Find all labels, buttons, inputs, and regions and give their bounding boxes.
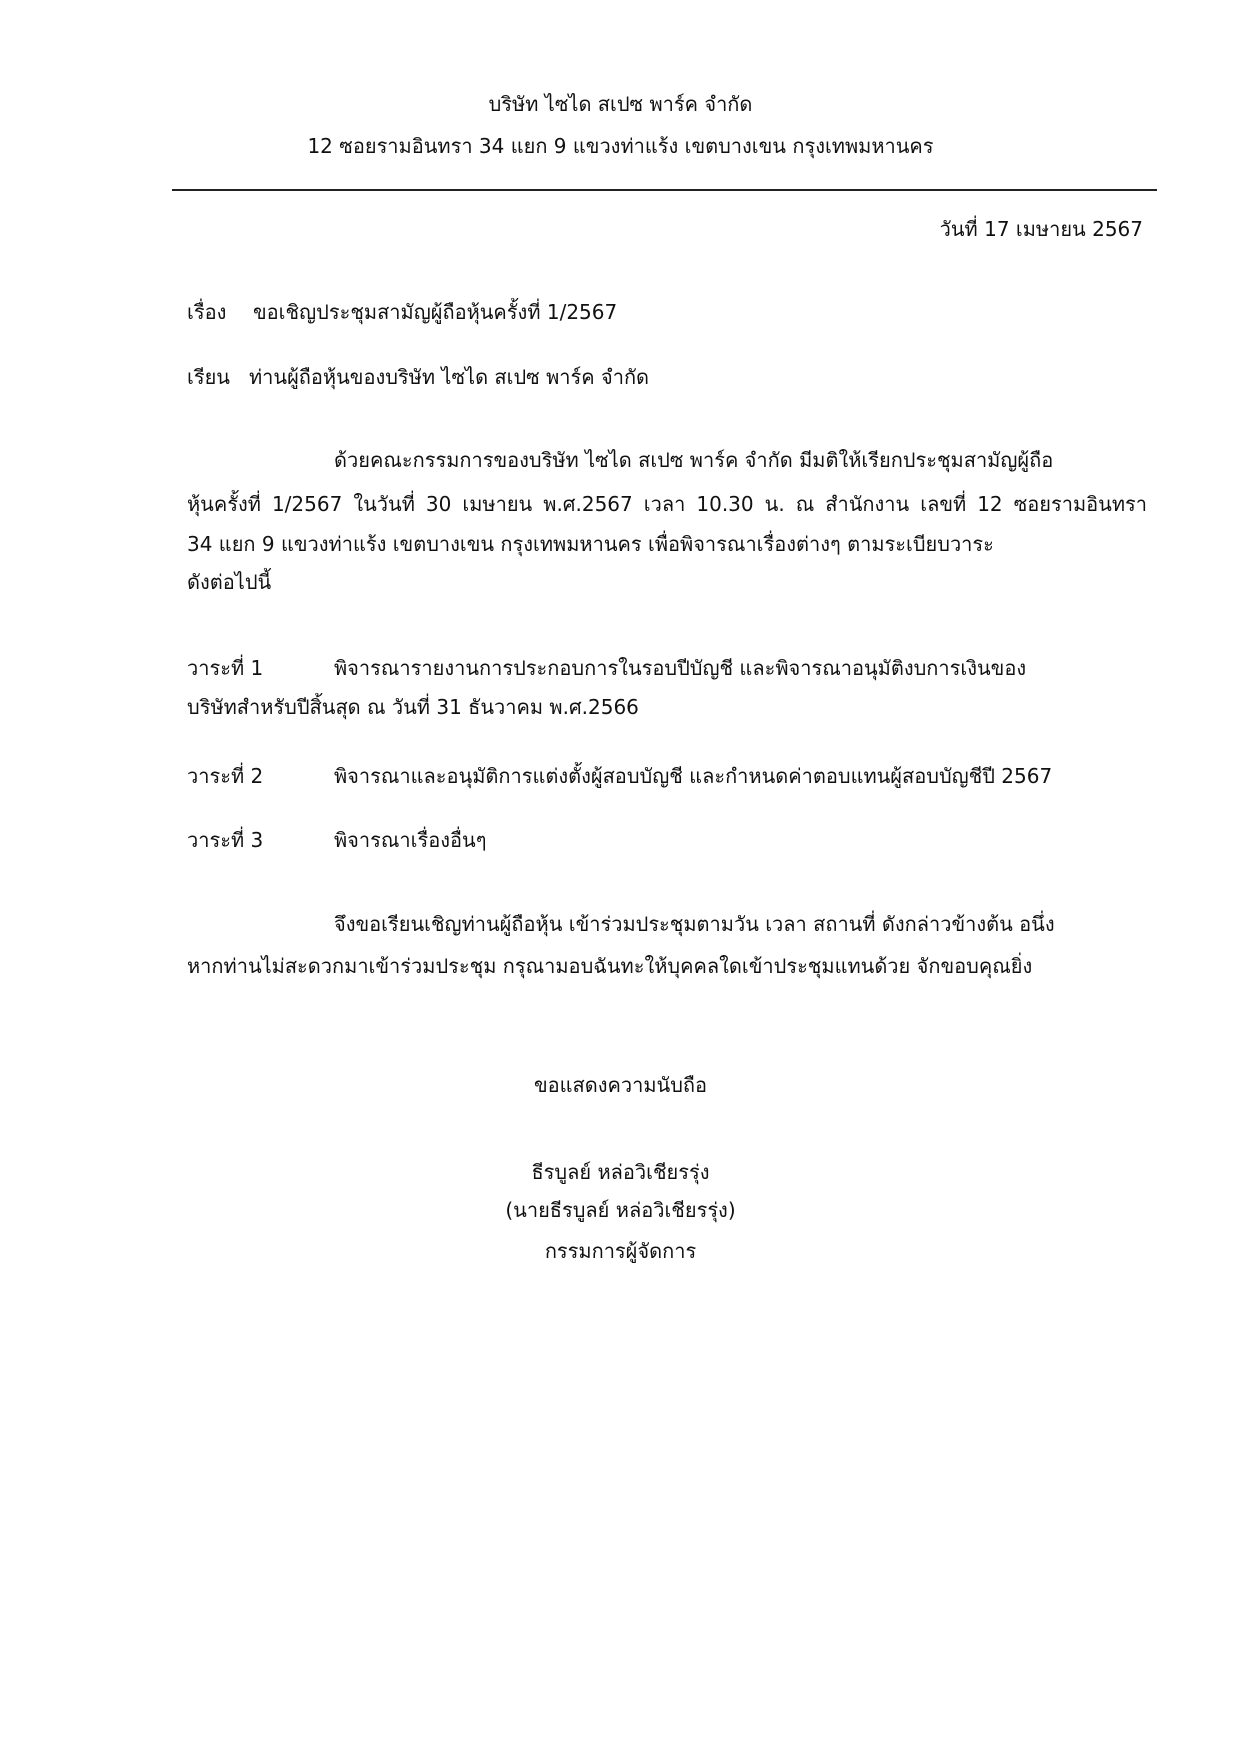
intro-line-3: 34 แยก 9 แขวงท่าแร้ง เขตบางเขน กรุงเทพมหานคร เพื่อพิจารณาเรื่องต่างๆ ตามระเบียบวาระ bbox=[187, 532, 994, 556]
intro-line-4: ดังต่อไปนี้ bbox=[187, 570, 272, 594]
salutation: ขอแสดงความนับถือ bbox=[533, 1073, 708, 1097]
subject-label: เรื่อง bbox=[187, 300, 227, 324]
agenda-3-line-1: พิจารณาเรื่องอื่นๆ bbox=[334, 828, 487, 852]
letter-date: วันที่ 17 เมษายน 2567 bbox=[939, 217, 1143, 241]
intro-line-2: หุ้นครั้งที่ 1/2567 ในวันที่ 30 เมษายน พ.ศ.2567 เวลา 10.30 น. ณ สำนักงาน เลขที่ 12 ซอยรามอินทรา bbox=[187, 492, 1147, 516]
agenda-1-line-1: พิจารณารายงานการประกอบการในรอบปีบัญชี และพิจารณาอนุมัติงบการเงินของ bbox=[334, 656, 1027, 680]
company-address: 12 ซอยรามอินทรา 34 แยก 9 แขวงท่าแร้ง เขตบางเขน กรุงเทพมหานคร bbox=[307, 134, 934, 158]
letterhead-divider bbox=[172, 189, 1157, 191]
intro-line-1: ด้วยคณะกรรมการของบริษัท ไซได สเปซ พาร์ค จำกัด มีมติให้เรียกประชุมสามัญผู้ถือ bbox=[334, 448, 1054, 472]
agenda-2-label: วาระที่ 2 bbox=[187, 764, 264, 788]
subject-text: ขอเชิญประชุมสามัญผู้ถือหุ้นครั้งที่ 1/2567 bbox=[253, 300, 618, 324]
signer-position: กรรมการผู้จัดการ bbox=[544, 1239, 697, 1263]
recipient-label: เรียน bbox=[187, 365, 230, 389]
signed-name: ธีรบูลย์ หล่อวิเชียรรุ่ง bbox=[531, 1160, 710, 1184]
signer-full-name: (นายธีรบูลย์ หล่อวิเชียรรุ่ง) bbox=[505, 1198, 736, 1222]
agenda-2-line-1: พิจารณาและอนุมัติการแต่งตั้งผู้สอบบัญชี และกำหนดค่าตอบแทนผู้สอบบัญชีปี 2567 bbox=[334, 764, 1053, 788]
recipient-text: ท่านผู้ถือหุ้นของบริษัท ไซได สเปซ พาร์ค จำกัด bbox=[249, 365, 650, 389]
agenda-1-line-2: บริษัทสำหรับปีสิ้นสุด ณ วันที่ 31 ธันวาคม พ.ศ.2566 bbox=[187, 695, 639, 719]
company-name: บริษัท ไซได สเปซ พาร์ค จำกัด bbox=[488, 92, 753, 116]
agenda-3-label: วาระที่ 3 bbox=[187, 828, 264, 852]
closing-line-2: หากท่านไม่สะดวกมาเข้าร่วมประชุม กรุณามอบฉันทะให้บุคคลใดเข้าประชุมแทนด้วย จักขอบคุณยิ่ง bbox=[187, 954, 1033, 978]
agenda-1-label: วาระที่ 1 bbox=[187, 656, 264, 680]
closing-line-1: จึงขอเรียนเชิญท่านผู้ถือหุ้น เข้าร่วมประชุมตามวัน เวลา สถานที่ ดังกล่าวข้างต้น อนึ่ง bbox=[334, 912, 1055, 936]
